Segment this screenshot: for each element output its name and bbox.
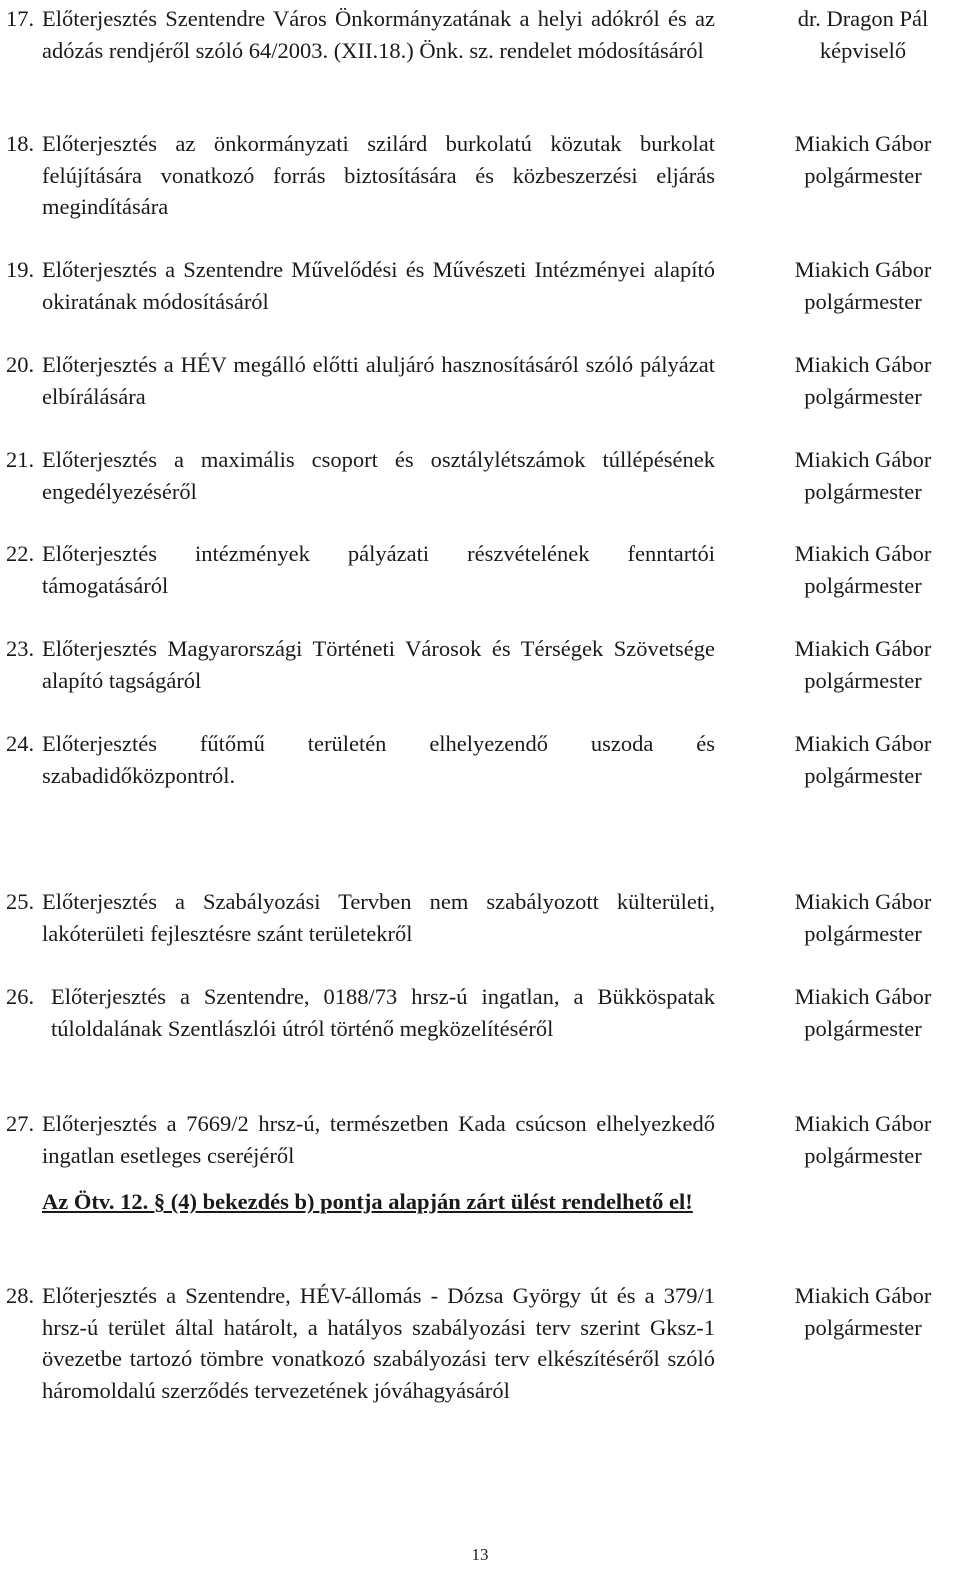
item-number: 20.: [6, 352, 35, 377]
presenter-name: Miakich Gábor: [794, 131, 932, 156]
item-description: Előterjesztés az önkormányzati szilárd burkolatú közutak burkolat felújítására vonatkozó forrás biztosítására és közbeszerzési eljárás megindítására: [42, 131, 715, 220]
item-description: Előterjesztés Magyarországi Történeti Városok és Térségek Szövetsége alapító tagságáról: [42, 636, 715, 693]
presenter: [770, 1108, 956, 1171]
presenter: [770, 728, 956, 791]
presenter-name: Miakich Gábor: [794, 352, 932, 377]
presenter-role: képviselő: [819, 37, 907, 63]
item-description: Előterjesztés a Szentendre, HÉV-állomás - Dózsa György út és a 379/1 hrsz-ú terület által határolt, a hatályos szabályozási terv szerint Gksz-1 övezetbe tartozó tömbre vonatkozó szabályozási terv elkészítéséről szóló háromoldalú szerződés tervezetének jóváhagyásáról: [42, 1283, 715, 1403]
presenter-role: polgármester: [804, 762, 922, 788]
item-number: 26.: [6, 984, 35, 1009]
item-description: Előterjesztés Szentendre Város Önkormányzatának a helyi adókról és az adózás rendjéről szóló 64/2003. (XII.18.) Önk. sz. rendelet módosításáról: [42, 6, 715, 63]
presenter-name: Miakich Gábor: [794, 447, 932, 472]
presenter: [770, 538, 956, 601]
presenter-name: dr. Dragon Pál: [797, 6, 929, 31]
presenter-name: Miakich Gábor: [794, 889, 932, 914]
item-number: 28.: [6, 1283, 35, 1308]
presenter: [770, 444, 956, 507]
presenter: [770, 349, 956, 412]
item-number: 27.: [6, 1111, 35, 1136]
presenter-name: Miakich Gábor: [794, 1111, 932, 1136]
presenter-role: polgármester: [804, 288, 922, 314]
item-description: Előterjesztés a 7669/2 hrsz-ú, természetben Kada csúcson elhelyezkedő ingatlan esetleges cseréjéről: [42, 1111, 715, 1168]
presenter-role: polgármester: [804, 162, 922, 188]
item-description: Előterjesztés a Szentendre Művelődési és Művészeti Intézményei alapító okiratának módosításáról: [42, 257, 715, 314]
presenter-name: Miakich Gábor: [794, 1283, 932, 1308]
presenter-name: Miakich Gábor: [794, 984, 932, 1009]
presenter-role: polgármester: [804, 1015, 922, 1041]
presenter-name: Miakich Gábor: [794, 731, 932, 756]
item-number: 24.: [6, 731, 35, 756]
item-number: 23.: [6, 636, 35, 661]
presenter: [770, 886, 956, 949]
presenter-role: polgármester: [804, 572, 922, 598]
item-description: Előterjesztés a maximális csoport és osztálylétszámok túllépésének engedélyezéséről: [42, 447, 715, 504]
presenter-role: polgármester: [804, 1314, 922, 1340]
presenter: [770, 1280, 956, 1343]
presenter: [770, 633, 956, 696]
presenter: [770, 3, 956, 66]
item-number: 18.: [6, 131, 35, 156]
page-number: 13: [471, 1545, 489, 1564]
presenter-role: polgármester: [804, 478, 922, 504]
item-description: Előterjesztés a Szabályozási Tervben nem szabályozott külterületi, lakóterületi fejlesztésre szánt területekről: [42, 889, 715, 946]
presenter-name: Miakich Gábor: [794, 257, 932, 282]
item-description: Előterjesztés a HÉV megálló előtti aluljáró hasznosításáról szóló pályázat elbírálására: [42, 352, 715, 409]
item-number: 21.: [6, 447, 35, 472]
presenter-name: Miakich Gábor: [794, 636, 932, 661]
presenter-name: Miakich Gábor: [794, 541, 932, 566]
presenter-role: polgármester: [804, 383, 922, 409]
item-description: Előterjesztés a Szentendre, 0188/73 hrsz-ú ingatlan, a Bükköspatak túloldalának Szentlászlói útról történő megközelítéséről: [51, 984, 715, 1041]
item-number: 22.: [6, 541, 35, 566]
presenter: [770, 128, 956, 191]
item-description: Előterjesztés intézmények pályázati részvételének fenntartói támogatásáról: [42, 541, 715, 598]
item-number: 25.: [6, 889, 35, 914]
presenter-role: polgármester: [804, 920, 922, 946]
presenter: [770, 981, 956, 1044]
presenter: [770, 254, 956, 317]
item-number: 17.: [6, 6, 35, 31]
item-description: Előterjesztés fűtőmű területén elhelyezendő uszoda és szabadidőközpontról.: [42, 731, 715, 788]
closed-session-notice: Az Ötv. 12. § (4) bekezdés b) pontja alapján zárt ülést rendelhető el!: [42, 1189, 693, 1214]
item-number: 19.: [6, 257, 35, 282]
presenter-role: polgármester: [804, 667, 922, 693]
presenter-role: polgármester: [804, 1142, 922, 1168]
